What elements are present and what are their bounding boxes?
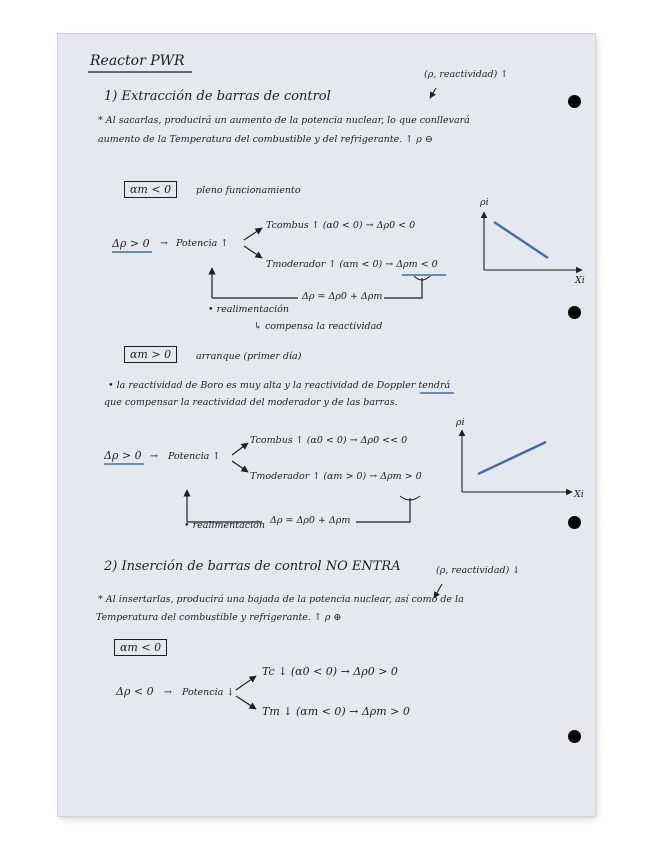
section1-heading: 1) Extracción de barras de control	[104, 89, 331, 104]
case-b-branch-bottom: Tmoderador ↑ (αm > 0) → Δρm > 0	[250, 471, 422, 482]
case-b-sum: Δρ = Δρ0 + Δρm	[270, 515, 351, 526]
case-a-start: Δρ > 0	[112, 237, 150, 250]
section2-case-branch-top: Tc ↓ (α0 < 0) → Δρ0 > 0	[262, 665, 398, 678]
case-a-branch-top: Tcombus ↑ (α0 < 0) → Δρ0 < 0	[266, 220, 416, 231]
section2-case-potencia: Potencia ↓	[182, 687, 235, 698]
section2-case-box: αm < 0	[114, 639, 167, 656]
section2-line1: * Al insertarlas, producirá una bajada de la potencia nuclear, así como de la	[98, 594, 464, 605]
case-a-compensa: ↳ compensa la reactividad	[254, 321, 383, 332]
case-a-box: αm < 0	[124, 181, 177, 198]
page-title: Reactor PWR	[90, 53, 185, 69]
case-b-potencia: Potencia ↑	[168, 451, 221, 462]
graph-a-x-label: Xi	[575, 275, 585, 286]
case-a-label: pleno funcionamiento	[196, 185, 301, 196]
section1-line1: * Al sacarlas, producirá un aumento de la potencia nuclear, lo que conllevará	[98, 115, 470, 126]
case-b-text1: • la reactividad de Boro es muy alta y la reactividad de Doppler tendrá	[108, 380, 451, 391]
case-a-branch-bottom: Tmoderador ↑ (αm < 0) → Δρm < 0	[266, 259, 438, 270]
case-b-start: Δρ > 0	[104, 449, 142, 462]
section2-case-start: Δρ < 0	[116, 685, 154, 698]
graph-b-y-label: ρi	[456, 417, 465, 428]
case-b-arrow-start: →	[150, 451, 158, 462]
case-a-feedback: • realimentación	[208, 304, 289, 315]
case-b-label: arranque (primer día)	[196, 351, 302, 362]
section2-heading: 2) Inserción de barras de control NO ENTRA	[104, 559, 401, 574]
section1-note: (ρ, reactividad) ↑	[424, 69, 509, 80]
section1-line2: aumento de la Temperatura del combustible y del refrigerante. ↑ ρ ⊖	[98, 134, 433, 145]
graph-a-y-label: ρi	[480, 197, 489, 208]
section2-line2: Temperatura del combustible y refrigerante. ↑ ρ ⊕	[96, 612, 342, 623]
case-b-box: αm > 0	[124, 346, 177, 363]
case-a-potencia: Potencia ↑	[176, 238, 229, 249]
section2-case-branch-bottom: Tm ↓ (αm < 0) → Δρm > 0	[262, 705, 410, 718]
case-a-sum: Δρ = Δρ0 + Δρm	[302, 291, 383, 302]
case-a-arrow-start: →	[160, 238, 168, 249]
case-b-text2: que compensar la reactividad del moderador y de las barras.	[104, 397, 398, 408]
graph-b-x-label: Xi	[574, 489, 584, 500]
section2-note: (ρ, reactividad) ↓	[436, 565, 521, 576]
case-b-feedback: • realimentación	[184, 520, 265, 531]
case-b-branch-top: Tcombus ↑ (α0 < 0) → Δρ0 << 0	[250, 435, 408, 446]
section2-case-arrow-start: →	[164, 687, 172, 698]
